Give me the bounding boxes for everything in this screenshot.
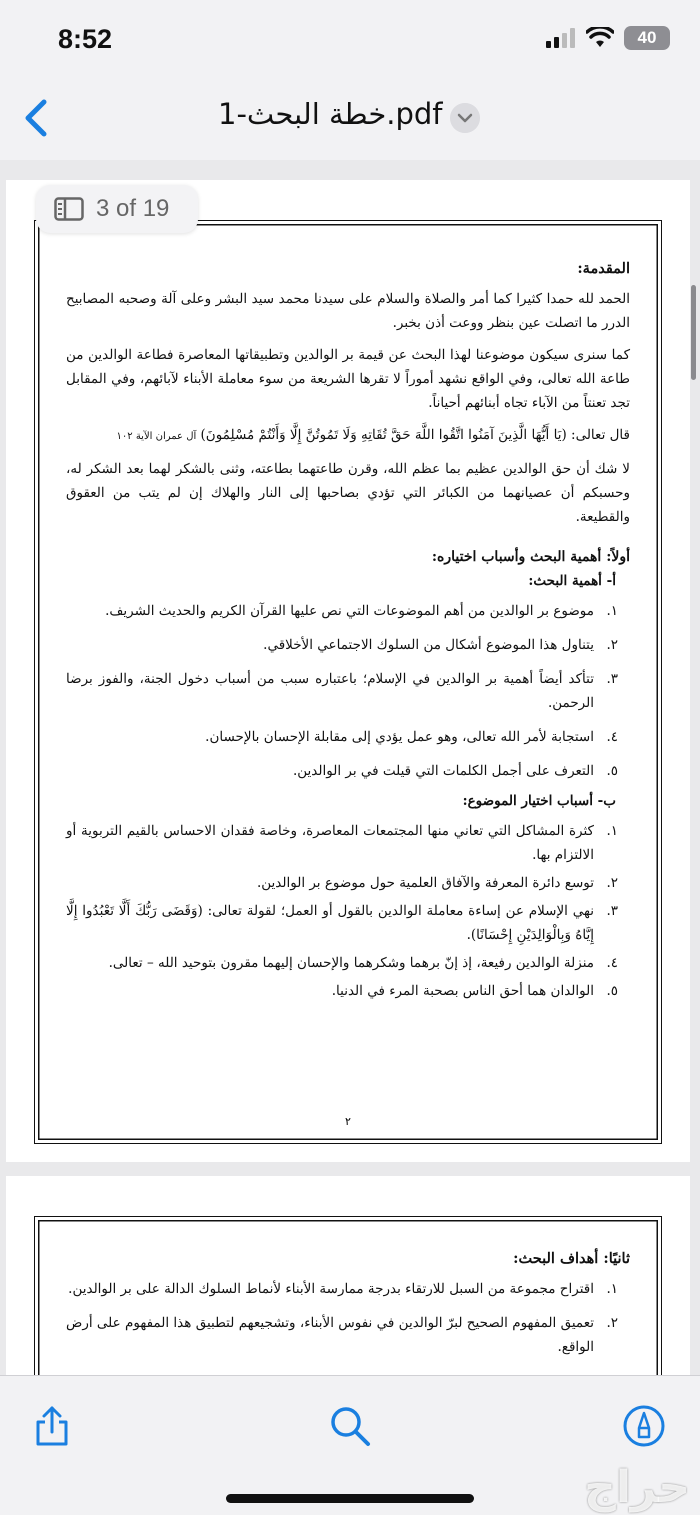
list-item: ٤. استجابة لأمر الله تعالى، وهو عمل يؤدي إلى مقابلة الإحسان بالإحسان. (205, 729, 618, 745)
list-item: ٣. تتأكد أيضاً أهمية بر الوالدين في الإسلام؛ باعتباره سبب من أسباب دخول الجنة، والفوز برضا الرحمن. (66, 671, 618, 711)
page-content (66, 1250, 630, 1369)
search-icon[interactable] (328, 1404, 372, 1448)
top-bar (0, 0, 700, 160)
list-item: ٢. تعميق المفهوم الصحيح لبرّ الوالدين في نفوس الأبناء، وتشجيعهم لتطبيق هذا المفهوم على أرض الواقع. (66, 1315, 618, 1355)
list-item: ١. كثرة المشاكل التي تعاني منها المجتمعات المعاصرة، وخاصة فقدان الاحساس بالقيم التربوية أو الالتزام بها. (66, 823, 618, 863)
list-item: ٤. منزلة الوالدين رفيعة، إذ إنّ برهما وشكرهما والإحسان إليهما مقرون بتوحيد الله – تعالى. (108, 955, 618, 971)
intro-heading: المقدمة: (577, 260, 630, 277)
list-item: ٥. التعرف على أجمل الكلمات التي قيلت في بر الوالدين. (292, 763, 618, 779)
page-indicator[interactable] (36, 185, 198, 233)
list-item: ٢. يتناول هذا الموضوع أشكال من السلوك الاجتماعي الأخلاقي. (263, 637, 618, 653)
pdf-page (6, 180, 690, 1162)
page-number: ٢ (345, 1115, 351, 1128)
quran-verse (66, 423, 630, 449)
page-content (66, 260, 630, 1007)
intro-paragraph-3: لا شك أن حق الوالدين عظيم بما عظم الله، وقرن طاعتهما بطاعته، وثنى بالشكر لهما بعد الشكر له، وحسبكم أن عصيانهما من الكبائر التي تؤدي بصاحبها إلى النار والهلاك إن لم يتب من العقوق والقطيعة. (66, 461, 630, 525)
scrollbar[interactable] (691, 285, 696, 380)
intro-paragraph-1: الحمد لله حمدا كثيرا كما أمر والصلاة والسلام على سيدنا محمد سيد البشر وعلى آلة وصحبه المصابيح الدرر ما اتصلت عين بنظر ووعت أذن بخبر. (66, 291, 630, 331)
document-title[interactable]: خطة البحث-1.pdf (218, 97, 443, 131)
markup-icon[interactable] (622, 1404, 666, 1448)
list-item: ٥. الوالدان هما أحق الناس بصحبة المرء في الدنيا. (331, 983, 618, 999)
verse-text: قال تعالى: (يَا أَيُّهَا الَّذِينَ آمَنُوا اتَّقُوا اللَّهَ حَقَّ تُقَاتِهِ وَلَا تَمُوتُنَّ إِلَّا وَأَنْتُمْ مُسْلِمُونَ) (200, 427, 630, 443)
share-icon[interactable] (30, 1404, 74, 1448)
list-item: ٢. توسع دائرة المعرفة والآفاق العلمية حول موضوع بر الوالدين. (256, 875, 618, 891)
section-1-title: أولاً: أهمية البحث وأسباب اختياره: (431, 549, 630, 565)
reasons-subtitle: ب- أسباب اختيار الموضوع: (462, 793, 616, 809)
signal-icon (546, 28, 576, 48)
pdf-viewer[interactable] (0, 160, 700, 1375)
page-indicator-text: 3 of 19 (96, 195, 170, 222)
back-chevron-icon[interactable] (18, 96, 58, 140)
pdf-page (6, 1176, 690, 1375)
importance-subtitle: أ- أهمية البحث: (528, 573, 616, 589)
battery-icon: 40 (624, 26, 670, 50)
goals-list (66, 1277, 630, 1359)
section-2-title: ثانيًا: أهداف البحث: (513, 1250, 630, 1267)
reasons-list (66, 819, 630, 1003)
home-indicator (226, 1494, 474, 1503)
wifi-icon (586, 27, 614, 49)
status-time: 8:52 (58, 24, 113, 54)
list-item: ١. موضوع بر الوالدين من أهم الموضوعات التي نص عليها القرآن الكريم والحديث الشريف. (105, 603, 618, 619)
verse-reference: آل عمران الآية ١٠٢ (116, 431, 197, 442)
intro-paragraph-2: كما سنرى سيكون موضوعنا لهذا البحث عن قيمة بر الوالدين وتطبيقاتها المعاصرة فطاعة الوالدين من طاعة الله تعالى، وفي الواقع نشهد أموراً لا تقرها الشريعة من سوء معاملة الأبناء لآبائهم، وفي المقابل تجد تعنتاً من الآباء تجاه أبنائهم أحياناً. (66, 347, 630, 411)
importance-list (66, 599, 630, 783)
chevron-down-icon[interactable] (450, 103, 480, 133)
watermark-logo: حراج (584, 1462, 690, 1513)
status-icons (546, 26, 670, 50)
sidebar-thumbnails-icon (54, 197, 84, 221)
list-item: ١. اقتراح مجموعة من السبل للارتقاء بدرجة ممارسة الأبناء لأنماط السلوك الدالة على بر الوالدين. (68, 1281, 618, 1297)
list-item: ٣. نهي الإسلام عن إساءة معاملة الوالدين بالقول أو العمل؛ لقولة تعالى: (وَقَضَى رَبُّكَ أَلَّا تَعْبُدُوا إِلَّا إِيَّاهُ وَبِالْوَالِدَيْنِ إِحْسَانًا). (66, 903, 618, 943)
